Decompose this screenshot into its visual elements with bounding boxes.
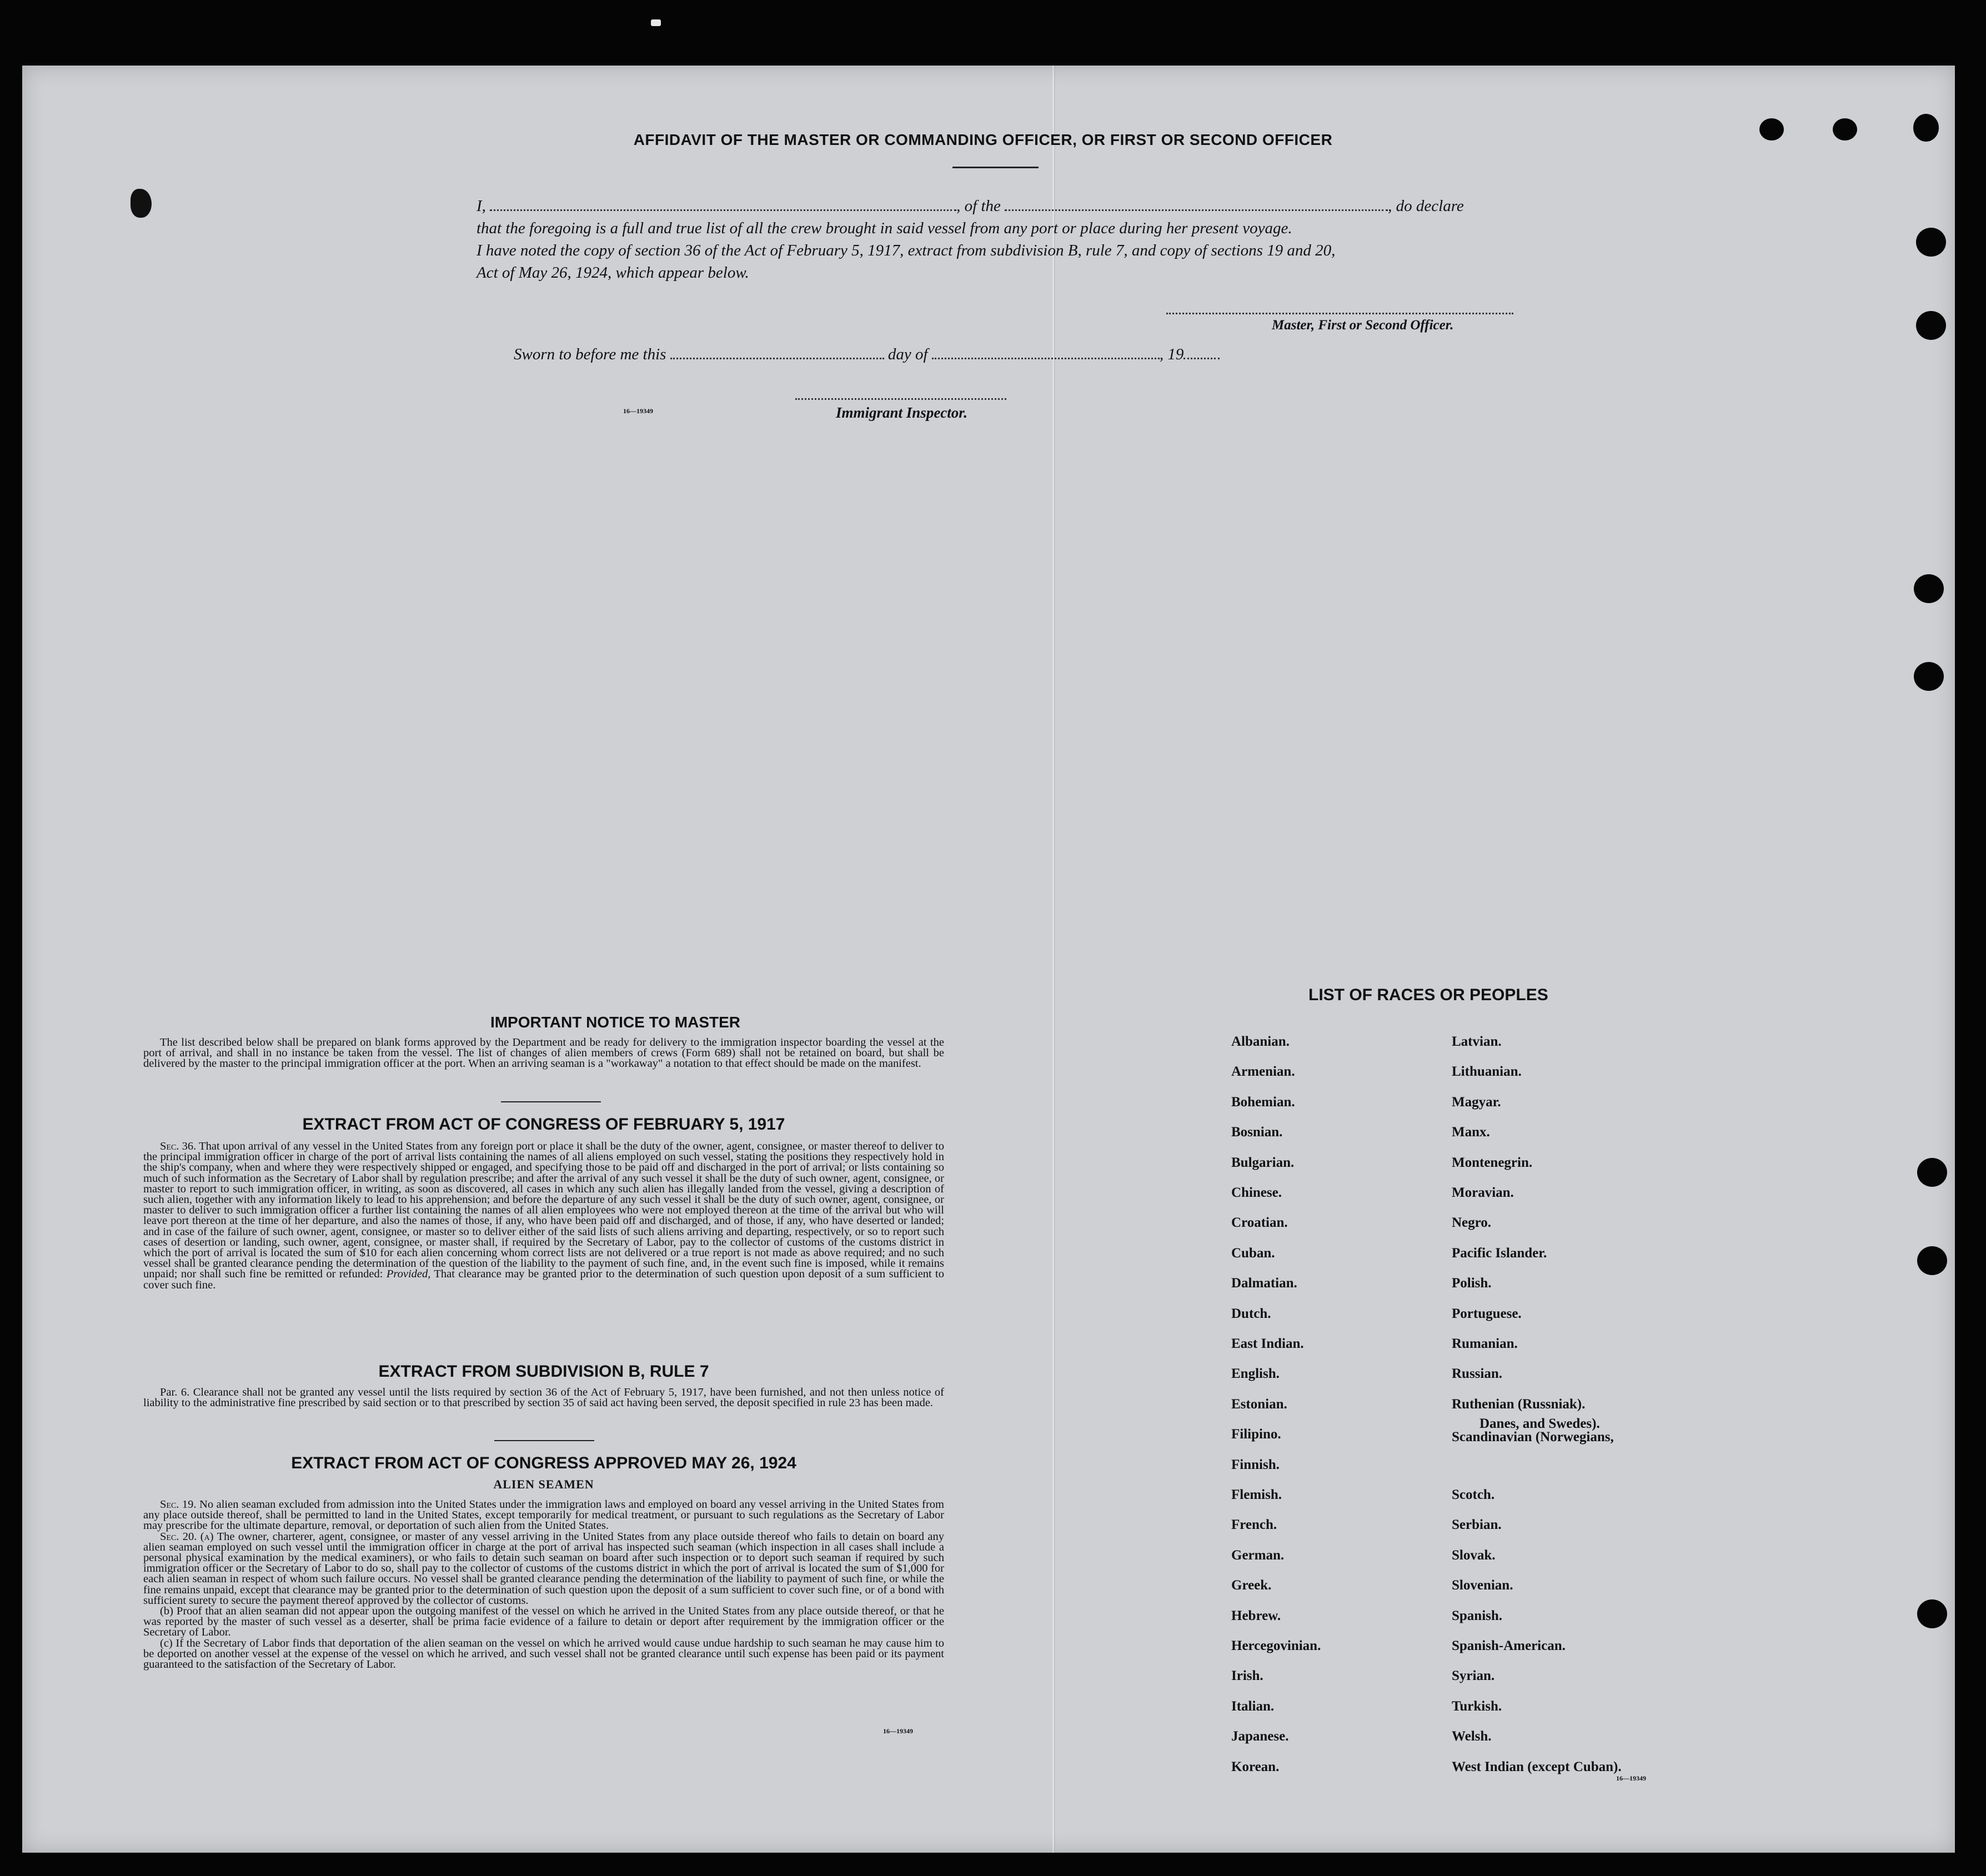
race-item: West Indian (except Cuban). bbox=[1452, 1759, 1622, 1774]
punch-hole bbox=[1914, 662, 1944, 691]
punch-hole bbox=[1917, 1246, 1947, 1275]
name-blank[interactable] bbox=[490, 197, 956, 211]
race-item: Croatian. bbox=[1231, 1215, 1288, 1230]
race-item: Japanese. bbox=[1231, 1729, 1289, 1744]
race-item: Danes, and Swedes). bbox=[1480, 1416, 1600, 1431]
race-item: Slovenian. bbox=[1452, 1578, 1513, 1593]
race-item: Magyar. bbox=[1452, 1095, 1501, 1110]
race-item: Dalmatian. bbox=[1231, 1276, 1297, 1291]
affidavit-line4: Act of May 26, 1924, which appear below. bbox=[477, 264, 749, 282]
race-item: Negro. bbox=[1452, 1215, 1492, 1230]
race-item: Rumanian. bbox=[1452, 1336, 1518, 1351]
race-item: Korean. bbox=[1231, 1759, 1280, 1774]
sworn-label: Sworn to before me this bbox=[514, 345, 666, 363]
divider-1 bbox=[501, 1101, 601, 1102]
title-underline bbox=[952, 167, 1039, 168]
sec-36-body: That upon arrival of any vessel in the United States from any foreign port or place it shall be the duty of the owner, agent, consignee, or master thereof to deliver to the principal immigration officer in charge of the port of arrival lists containing the names of all aliens employed on such vessel, stating the positions they respectively hold in the ship's company, when and where they were respectively shipped or engaged, and specifying those to be paid off and discharged in the port of arrival; or lists containing so much of such information as the Secretary of Labor shall by regulation prescribe; and after the arrival of any such vessel it shall be the duty of such owner, agent, consignee, or master to report to such immigration officer, in writing, as soon as discovered, all cases in which any such alien has illegally landed from the vessel, giving a description of such alien, together with any information likely to lead to his apprehension; and before the departure of any such vessel it shall be the duty of such owner, agent, consignee, or master to deliver to such immigration officer a further list containing the names of all alien employees who were not employed thereon at the time of the arrival but who will leave port thereon at the time of her departure, and also the names of those, if any, who have been paid off and discharged, and of those, if any, who have deserted or landed; and in case of the failure of such owner, agent, consignee, or master so to deliver either of the said lists of such aliens arriving and departing, respectively, or so to report such cases of desertion or landing, such owner, agent, consignee, or master shall, if required by the Secretary of Labor, pay to the collector of customs of the customs district in which the port of arrival is located the sum of $10 for each alien concerning whom correct lists are not delivered or a true report is not made as above required; and no such vessel shall be granted clearance pending the determination of the question of the liability to the payment of such fine, and, in the event such fine is imposed, while it remains unpaid; nor shall such fine be remitted or refunded: bbox=[143, 1140, 944, 1281]
form-number-left: 16—19349 bbox=[883, 1727, 913, 1735]
race-item: Flemish. bbox=[1231, 1487, 1282, 1502]
race-item: East Indian. bbox=[1231, 1336, 1304, 1351]
punch-hole bbox=[1917, 1599, 1947, 1628]
race-item: Scandinavian (Norwegians, bbox=[1452, 1429, 1614, 1444]
subdivision-b-title: EXTRACT FROM SUBDIVISION B, RULE 7 bbox=[378, 1362, 709, 1381]
race-item: Syrian. bbox=[1452, 1668, 1495, 1683]
vessel-blank[interactable] bbox=[1005, 197, 1388, 211]
sec-20b-body: (b) Proof that an alien seaman did not appear upon the outgoing manifest of the vessel on which he arrived in the United States from any place outside thereof, or that he was reported by the master of such vessel as a deserter, shall be prima facie evidence of a failure to detain or deport after requirement by the immigration officer or the Secretary of Labor. bbox=[143, 1605, 944, 1639]
sworn-line bbox=[514, 343, 1220, 366]
race-item: German. bbox=[1231, 1548, 1285, 1563]
race-item: Albanian. bbox=[1231, 1034, 1290, 1049]
sec-36-body-end: That clearance may be granted prior to the determination of such question upon deposit of a sum sufficient to cover such fine. bbox=[143, 1268, 944, 1291]
race-item: Manx. bbox=[1452, 1125, 1490, 1140]
race-item: Moravian. bbox=[1452, 1185, 1514, 1200]
sec-20c-body: (c) If the Secretary of Labor finds that deportation of the alien seaman on the vessel on which he arrived would cause undue hardship to such seaman he may cause him to be deported on another vessel at the expense of the vessel on which he arrived, and such vessel shall not be granted clearance until such expense has been paid or its payment guaranteed to the satisfaction of the Secretary of Labor. bbox=[143, 1637, 944, 1671]
extract-1917-title: EXTRACT FROM ACT OF CONGRESS OF FEBRUARY 5, 1917 bbox=[302, 1115, 785, 1133]
race-item: Welsh. bbox=[1452, 1729, 1492, 1744]
sec-20-label: Sec. 20. (a) bbox=[160, 1530, 214, 1543]
inspector-signature-line[interactable] bbox=[795, 398, 1006, 400]
race-item: Finnish. bbox=[1231, 1457, 1280, 1472]
race-item: Ruthenian (Russniak). bbox=[1452, 1397, 1586, 1412]
race-item: Chinese. bbox=[1231, 1185, 1282, 1200]
notice-body: The list described below shall be prepared on blank forms approved by the Department and be ready for delivery to the immigration inspector boarding the vessel at the port of arrival, and shall in no instance be taken from the vessel. The list of changes of alien members of crews (Form 689) shall not be retained on board, but shall be delivered by the master to the principal immigration officer at the port. When an arriving seaman is a "workaway" a notation to that effect should be made on the manifest. bbox=[143, 1036, 944, 1070]
form-number-right: 16—19349 bbox=[1616, 1774, 1646, 1782]
sworn-day-blank[interactable] bbox=[670, 345, 884, 359]
race-item: Serbian. bbox=[1452, 1517, 1502, 1532]
inspector-label: Immigrant Inspector. bbox=[836, 404, 968, 421]
race-item: Pacific Islander. bbox=[1452, 1246, 1547, 1261]
punch-hole bbox=[1917, 1158, 1947, 1187]
extract-1917-text bbox=[143, 1141, 944, 1291]
race-item: Hebrew. bbox=[1231, 1608, 1281, 1623]
race-item: Bosnian. bbox=[1231, 1125, 1283, 1140]
affidavit-line1 bbox=[477, 194, 1543, 218]
affidavit-of-the: , of the bbox=[956, 197, 1001, 215]
race-item: Estonian. bbox=[1231, 1397, 1287, 1412]
race-item: Filipino. bbox=[1231, 1427, 1281, 1442]
affidavit-line3: I have noted the copy of section 36 of the Act of February 5, 1917, extract from subdivision B, rule 7, and copy of sections 19 and 20, bbox=[477, 242, 1336, 259]
paper-tab bbox=[651, 19, 661, 26]
race-item: Irish. bbox=[1231, 1668, 1263, 1683]
notice-title: IMPORTANT NOTICE TO MASTER bbox=[490, 1014, 741, 1031]
race-item: Latvian. bbox=[1452, 1034, 1502, 1049]
master-signature-label: Master, First or Second Officer. bbox=[1272, 318, 1454, 333]
sec-36-label: Sec. 36. bbox=[160, 1140, 197, 1152]
year-label: , 19 bbox=[1159, 345, 1184, 363]
divider-2 bbox=[494, 1440, 594, 1441]
alien-seamen-subtitle: ALIEN SEAMEN bbox=[493, 1477, 594, 1491]
provided-word: Provided, bbox=[386, 1268, 431, 1281]
form-number-top: 16—19349 bbox=[623, 407, 653, 415]
subdivision-b-text bbox=[143, 1387, 944, 1408]
punch-hole bbox=[1916, 228, 1946, 257]
race-item: English. bbox=[1231, 1366, 1280, 1381]
sworn-month-blank[interactable] bbox=[932, 345, 1160, 359]
race-item: Slovak. bbox=[1452, 1548, 1496, 1563]
extract-1924-text bbox=[143, 1499, 944, 1670]
affidavit-title: AFFIDAVIT OF THE MASTER OR COMMANDING OFFICER, OR FIRST OR SECOND OFFICER bbox=[633, 131, 1333, 148]
ink-blot bbox=[131, 189, 152, 218]
races-title: LIST OF RACES OR PEOPLES bbox=[1308, 986, 1548, 1004]
rule-7-body: Par. 6. Clearance shall not be granted any vessel until the lists required by section 36 of the Act of February 5, 1917, have been furnished, and not then unless notice of liability to the administrative fine prescribed by said section or to that prescribed by section 35 of said act having been served, the deposit specified in rule 23 has been made. bbox=[143, 1386, 944, 1409]
race-item: Cuban. bbox=[1231, 1246, 1275, 1261]
punch-hole bbox=[1916, 311, 1946, 340]
day-of-label: day of bbox=[887, 345, 928, 363]
race-item: Dutch. bbox=[1231, 1306, 1271, 1321]
race-item: Italian. bbox=[1231, 1699, 1275, 1714]
race-item: Portuguese. bbox=[1452, 1306, 1522, 1321]
punch-hole bbox=[1833, 118, 1857, 141]
race-item: Polish. bbox=[1452, 1276, 1492, 1291]
punch-hole bbox=[1759, 118, 1784, 141]
race-item: Bulgarian. bbox=[1231, 1155, 1295, 1170]
punch-hole bbox=[1913, 114, 1939, 142]
race-item: Hercegovinian. bbox=[1231, 1638, 1321, 1653]
race-item: Armenian. bbox=[1231, 1064, 1295, 1079]
extract-1924-title: EXTRACT FROM ACT OF CONGRESS APPROVED MAY 26, 1924 bbox=[291, 1454, 796, 1472]
punch-hole bbox=[1914, 574, 1944, 603]
race-item: Spanish-American. bbox=[1452, 1638, 1566, 1653]
center-fold-shadow bbox=[1054, 66, 1055, 1853]
sworn-year-blank[interactable] bbox=[1183, 345, 1220, 359]
sec-20a-body: The owner, charterer, agent, consignee, or master of any vessel arriving in the United States from any place outside thereof who fails to detain on board any alien seaman employed on such vessel until the immigration officer in charge at the port of arrival has inspected such seaman (which inspection in all cases shall include a personal physical examination by the medical examiners), or who fails to detain such seaman on board after such inspection or to deport such seaman if required by such immigration officer or the Secretary of Labor to do so, shall pay to the collector of customs of the customs district in which the port of arrival is located the sum of $1,000 for each alien seaman in respect of whom such failure occurs. No vessel shall be granted clearance pending the determination of the liability to payment of such fine, or while the fine remains unpaid, except that clearance may be granted prior to the determination of such question upon the deposit of a sum sufficient to cover such fine, or of a bond with sufficient surety to secure the payment thereof approved by the collector of customs. bbox=[143, 1530, 944, 1607]
sec-19-label: Sec. 19. bbox=[160, 1498, 197, 1511]
affidavit-do-declare: , do declare bbox=[1388, 197, 1464, 215]
race-item: Scotch. bbox=[1452, 1487, 1495, 1502]
race-item: Turkish. bbox=[1452, 1699, 1502, 1714]
affidavit-line2: that the foregoing is a full and true list of all the crew brought in said vessel from any port or place during her present voyage. bbox=[477, 219, 1292, 237]
race-item: Russian. bbox=[1452, 1366, 1503, 1381]
race-item: Bohemian. bbox=[1231, 1095, 1295, 1110]
race-item: Montenegrin. bbox=[1452, 1155, 1533, 1170]
race-item: French. bbox=[1231, 1517, 1277, 1532]
race-item: Greek. bbox=[1231, 1578, 1272, 1593]
race-item: Lithuanian. bbox=[1452, 1064, 1522, 1079]
sec-19-body: No alien seaman excluded from admission into the United States under the immigration laws and employed on board any vessel arriving in the United States from any place outside thereof, shall be permitted to land in the United States, except temporarily for medical treatment, or pursuant to such regulations as the Secretary of Labor may prescribe for the ultimate departure, removal, or deportation of such alien from the United States. bbox=[143, 1498, 944, 1532]
notice-text bbox=[143, 1037, 944, 1070]
affidavit-i: I, bbox=[477, 197, 486, 215]
race-item: Spanish. bbox=[1452, 1608, 1503, 1623]
